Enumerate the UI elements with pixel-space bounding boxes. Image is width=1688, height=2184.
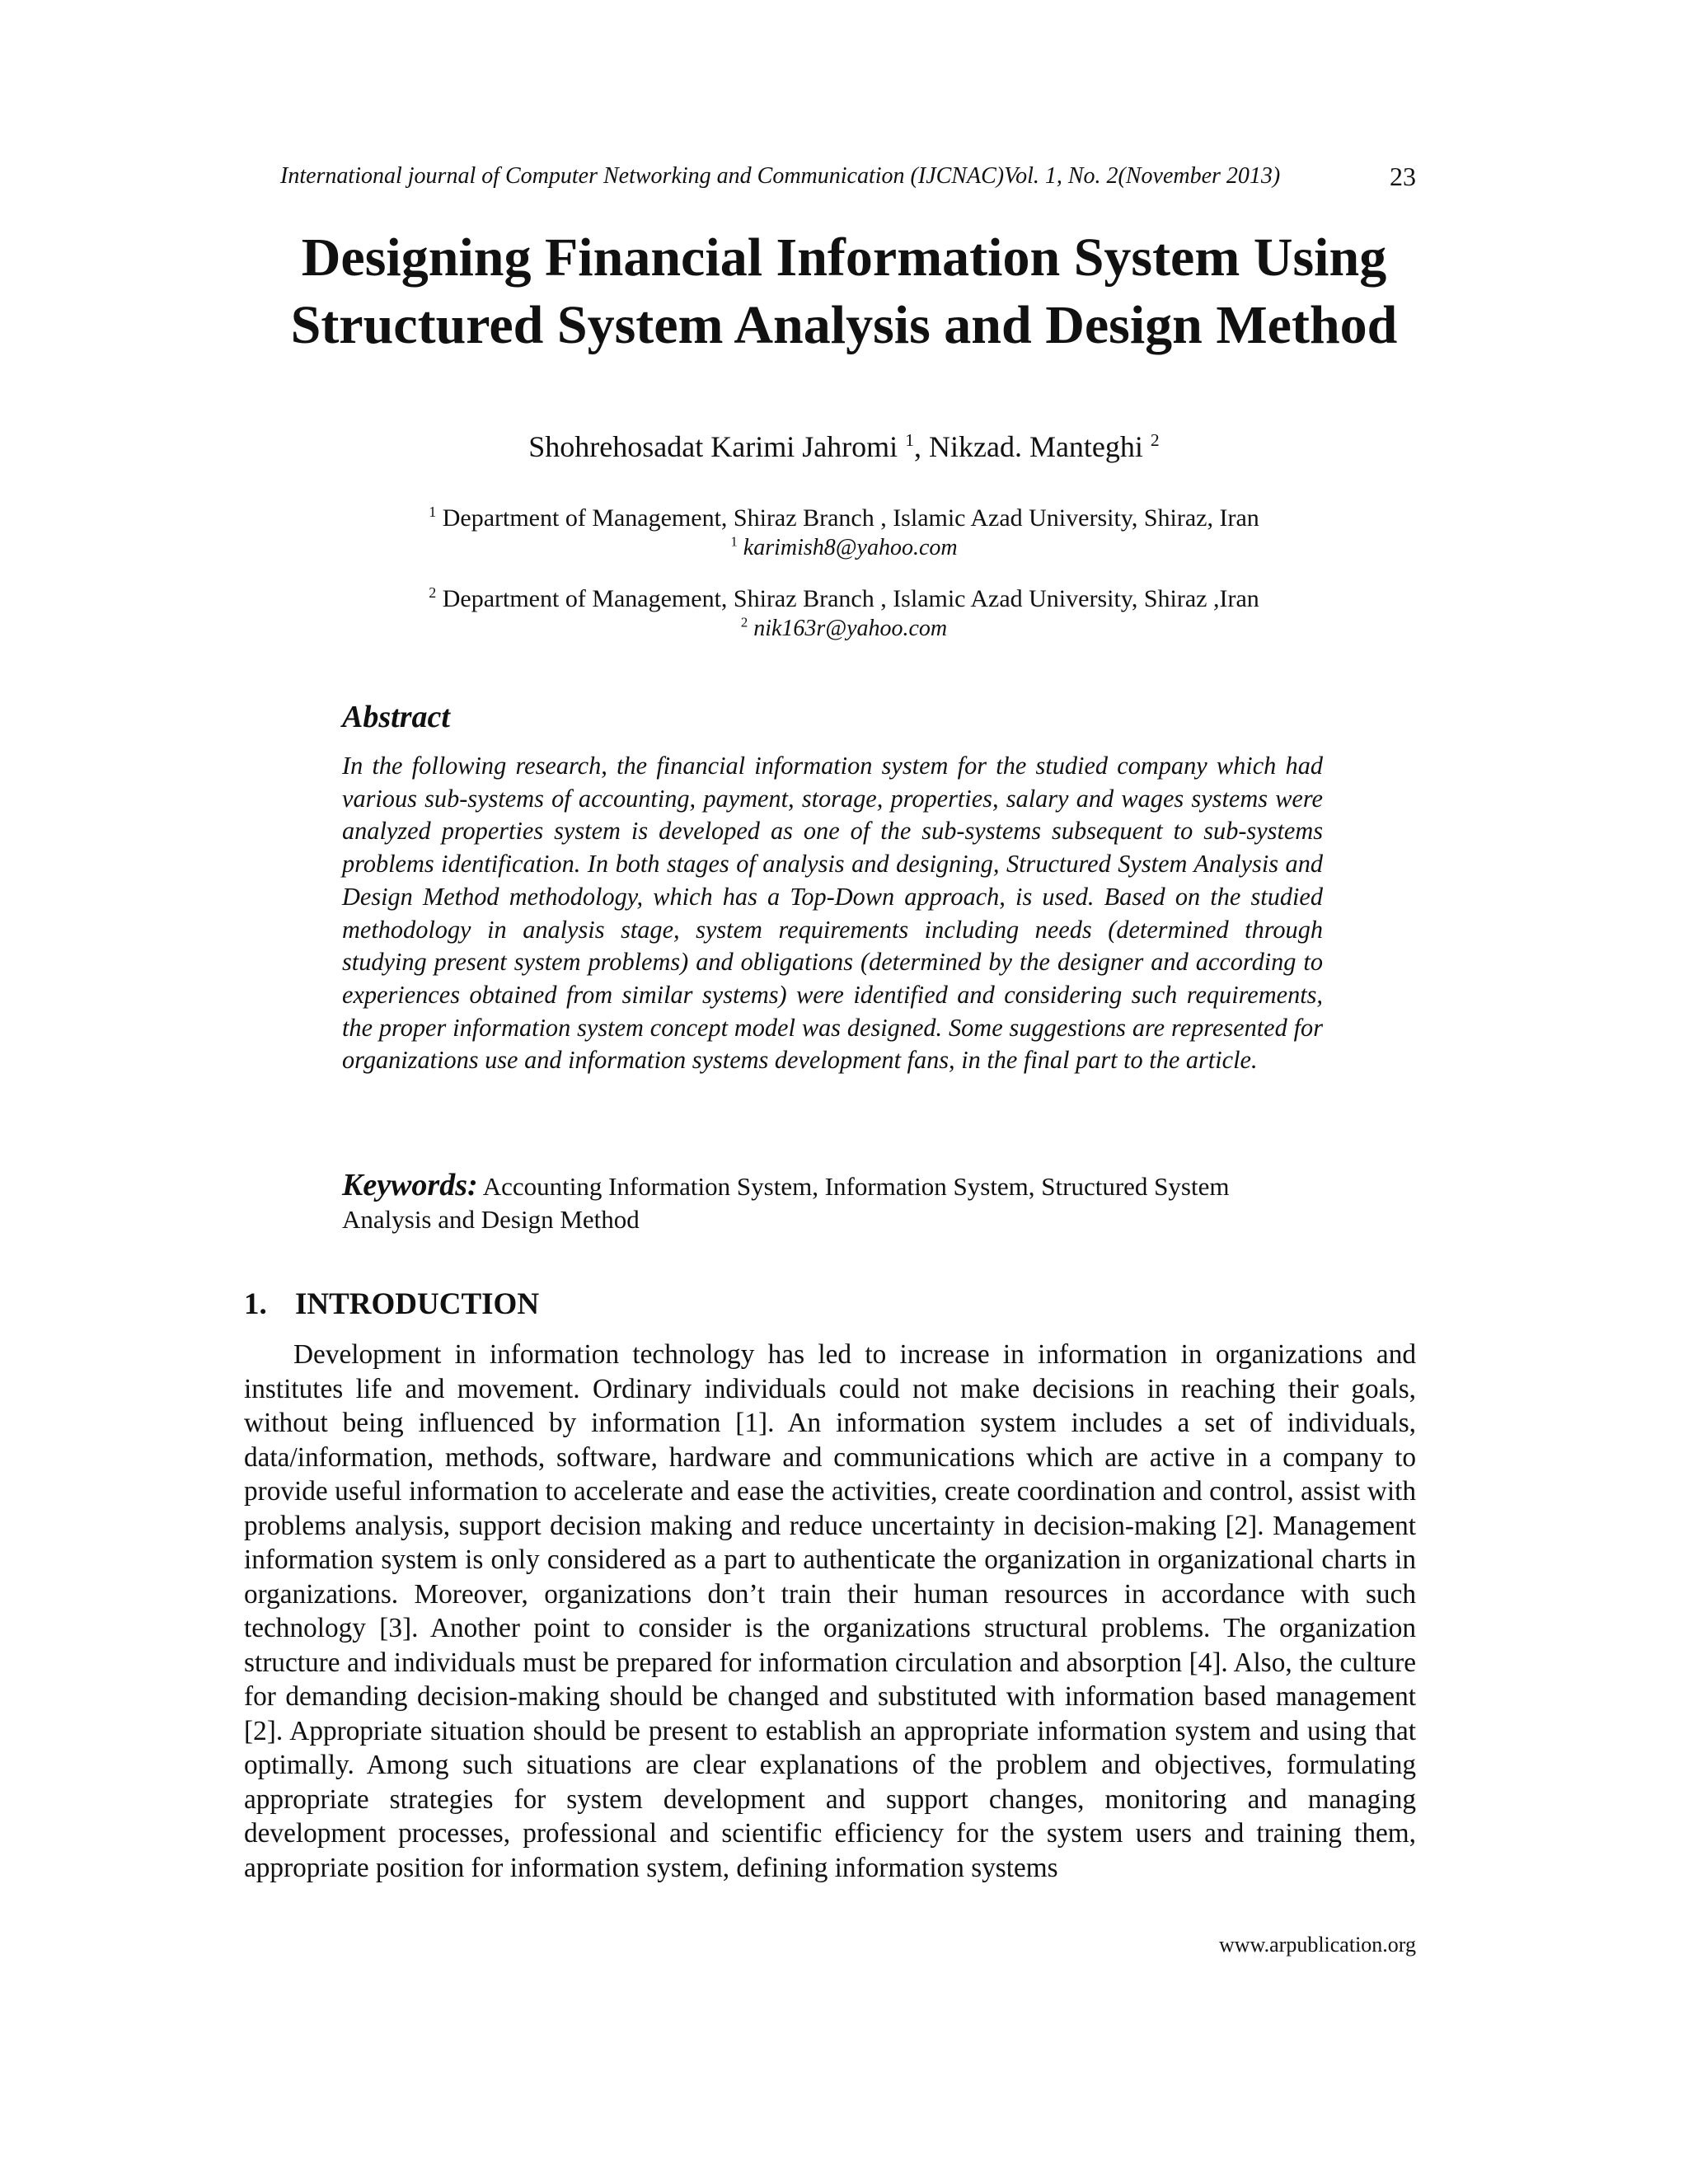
email-2: nik163r@yahoo.com (753, 616, 948, 641)
keywords (342, 1169, 1323, 1236)
author-2-mark: 2 (1150, 430, 1160, 450)
author-1-name: Shohrehosadat Karimi Jahromi (528, 430, 898, 463)
keywords-label: Keywords: (342, 1168, 478, 1202)
affiliation-2-mark: 2 (429, 584, 437, 601)
affiliation-2 (0, 583, 1688, 643)
keywords-text: Accounting Information System, Information System, Structured System Analysis and Design Method (342, 1172, 1230, 1234)
title-line-2: Structured System Analysis and Design Method (290, 295, 1398, 355)
affiliation-1 (0, 503, 1688, 562)
abstract-heading: Abstract (342, 700, 450, 734)
author-separator: , (913, 430, 929, 463)
affiliation-1-mark: 1 (429, 504, 437, 520)
email-1: karimish8@yahoo.com (743, 535, 958, 560)
running-head (280, 162, 1416, 191)
affiliation-1-text: Department of Management, Shiraz Branch , Islamic Azad University, Shiraz, Iran (442, 504, 1259, 532)
footer-url: www.arpublication.org (1218, 1933, 1416, 1957)
section-heading (244, 1286, 539, 1324)
section-number: 1. (244, 1287, 267, 1321)
affiliation-2-text: Department of Management, Shiraz Branch , Islamic Azad University, Shiraz ,Iran (442, 585, 1259, 612)
page-number: 23 (1390, 162, 1416, 191)
author-2-name: Nikzad. Manteghi (928, 430, 1143, 463)
introduction-paragraph: Development in information technology has led to increase in information in organizations and institutes life and movement. Ordinary individuals could not make decisions in reaching their goals, without being influenced by information [1]. An information system includes a set of individuals, data/information, methods, software, hardware and communications which are active in a company to provide useful information to accelerate and ease the activities, create coordination and control, assist with problems analysis, support decision making and reduce uncertainty in decision-making [2]. Management information system is only considered as a part to authenticate the organization in organizational charts in organizations. Moreover, organizations don’t train their human resources in accordance with such technology [3]. Another point to consider is the organizations structural problems. The organization structure and individuals must be prepared for information circulation and absorption [4]. Also, the culture for demanding decision-making should be changed and substituted with information based management [2]. Appropriate situation should be present to establish an appropriate information system and using that optimally. Among such situations are clear explanations of the problem and objectives, formulating appropriate strategies for system development and support changes, monitoring and managing development processes, professional and scientific efficiency for the system users and training them, appropriate position for information system, defining information systems (244, 1339, 1416, 1883)
section-title: INTRODUCTION (295, 1287, 540, 1321)
paper-title (0, 224, 1688, 359)
affiliation-2-email-line (0, 615, 1688, 643)
journal-citation: International journal of Computer Networking and Communication (IJCNAC)Vol. 1, No. 2(November 2013) (280, 163, 1281, 189)
title-line-1: Designing Financial Information System Using (301, 227, 1387, 288)
author-1-mark: 1 (905, 430, 914, 450)
abstract-text: In the following research, the financial information system for the studied company which had various sub-systems of accounting, payment, storage, properties, salary and wages systems were analyzed properties system is developed as one of the sub-systems subsequent to sub-systems problems identification. In both stages of analysis and designing, Structured System Analysis and Design Method methodology, which has a Top-Down approach, is used. Based on the studied methodology in analysis stage, system requirements including needs (determined through studying present system problems) and obligations (determined by the designer and according to experiences obtained from similar systems) were identified and considering such requirements, the proper information system concept model was designed. Some suggestions are represented for organizations use and information systems development fans, in the final part to the article. (342, 752, 1323, 1075)
author-list (0, 427, 1688, 466)
affiliation-1-email-line (0, 534, 1688, 562)
email-1-mark: 1 (730, 533, 738, 550)
email-2-mark: 2 (740, 614, 748, 630)
